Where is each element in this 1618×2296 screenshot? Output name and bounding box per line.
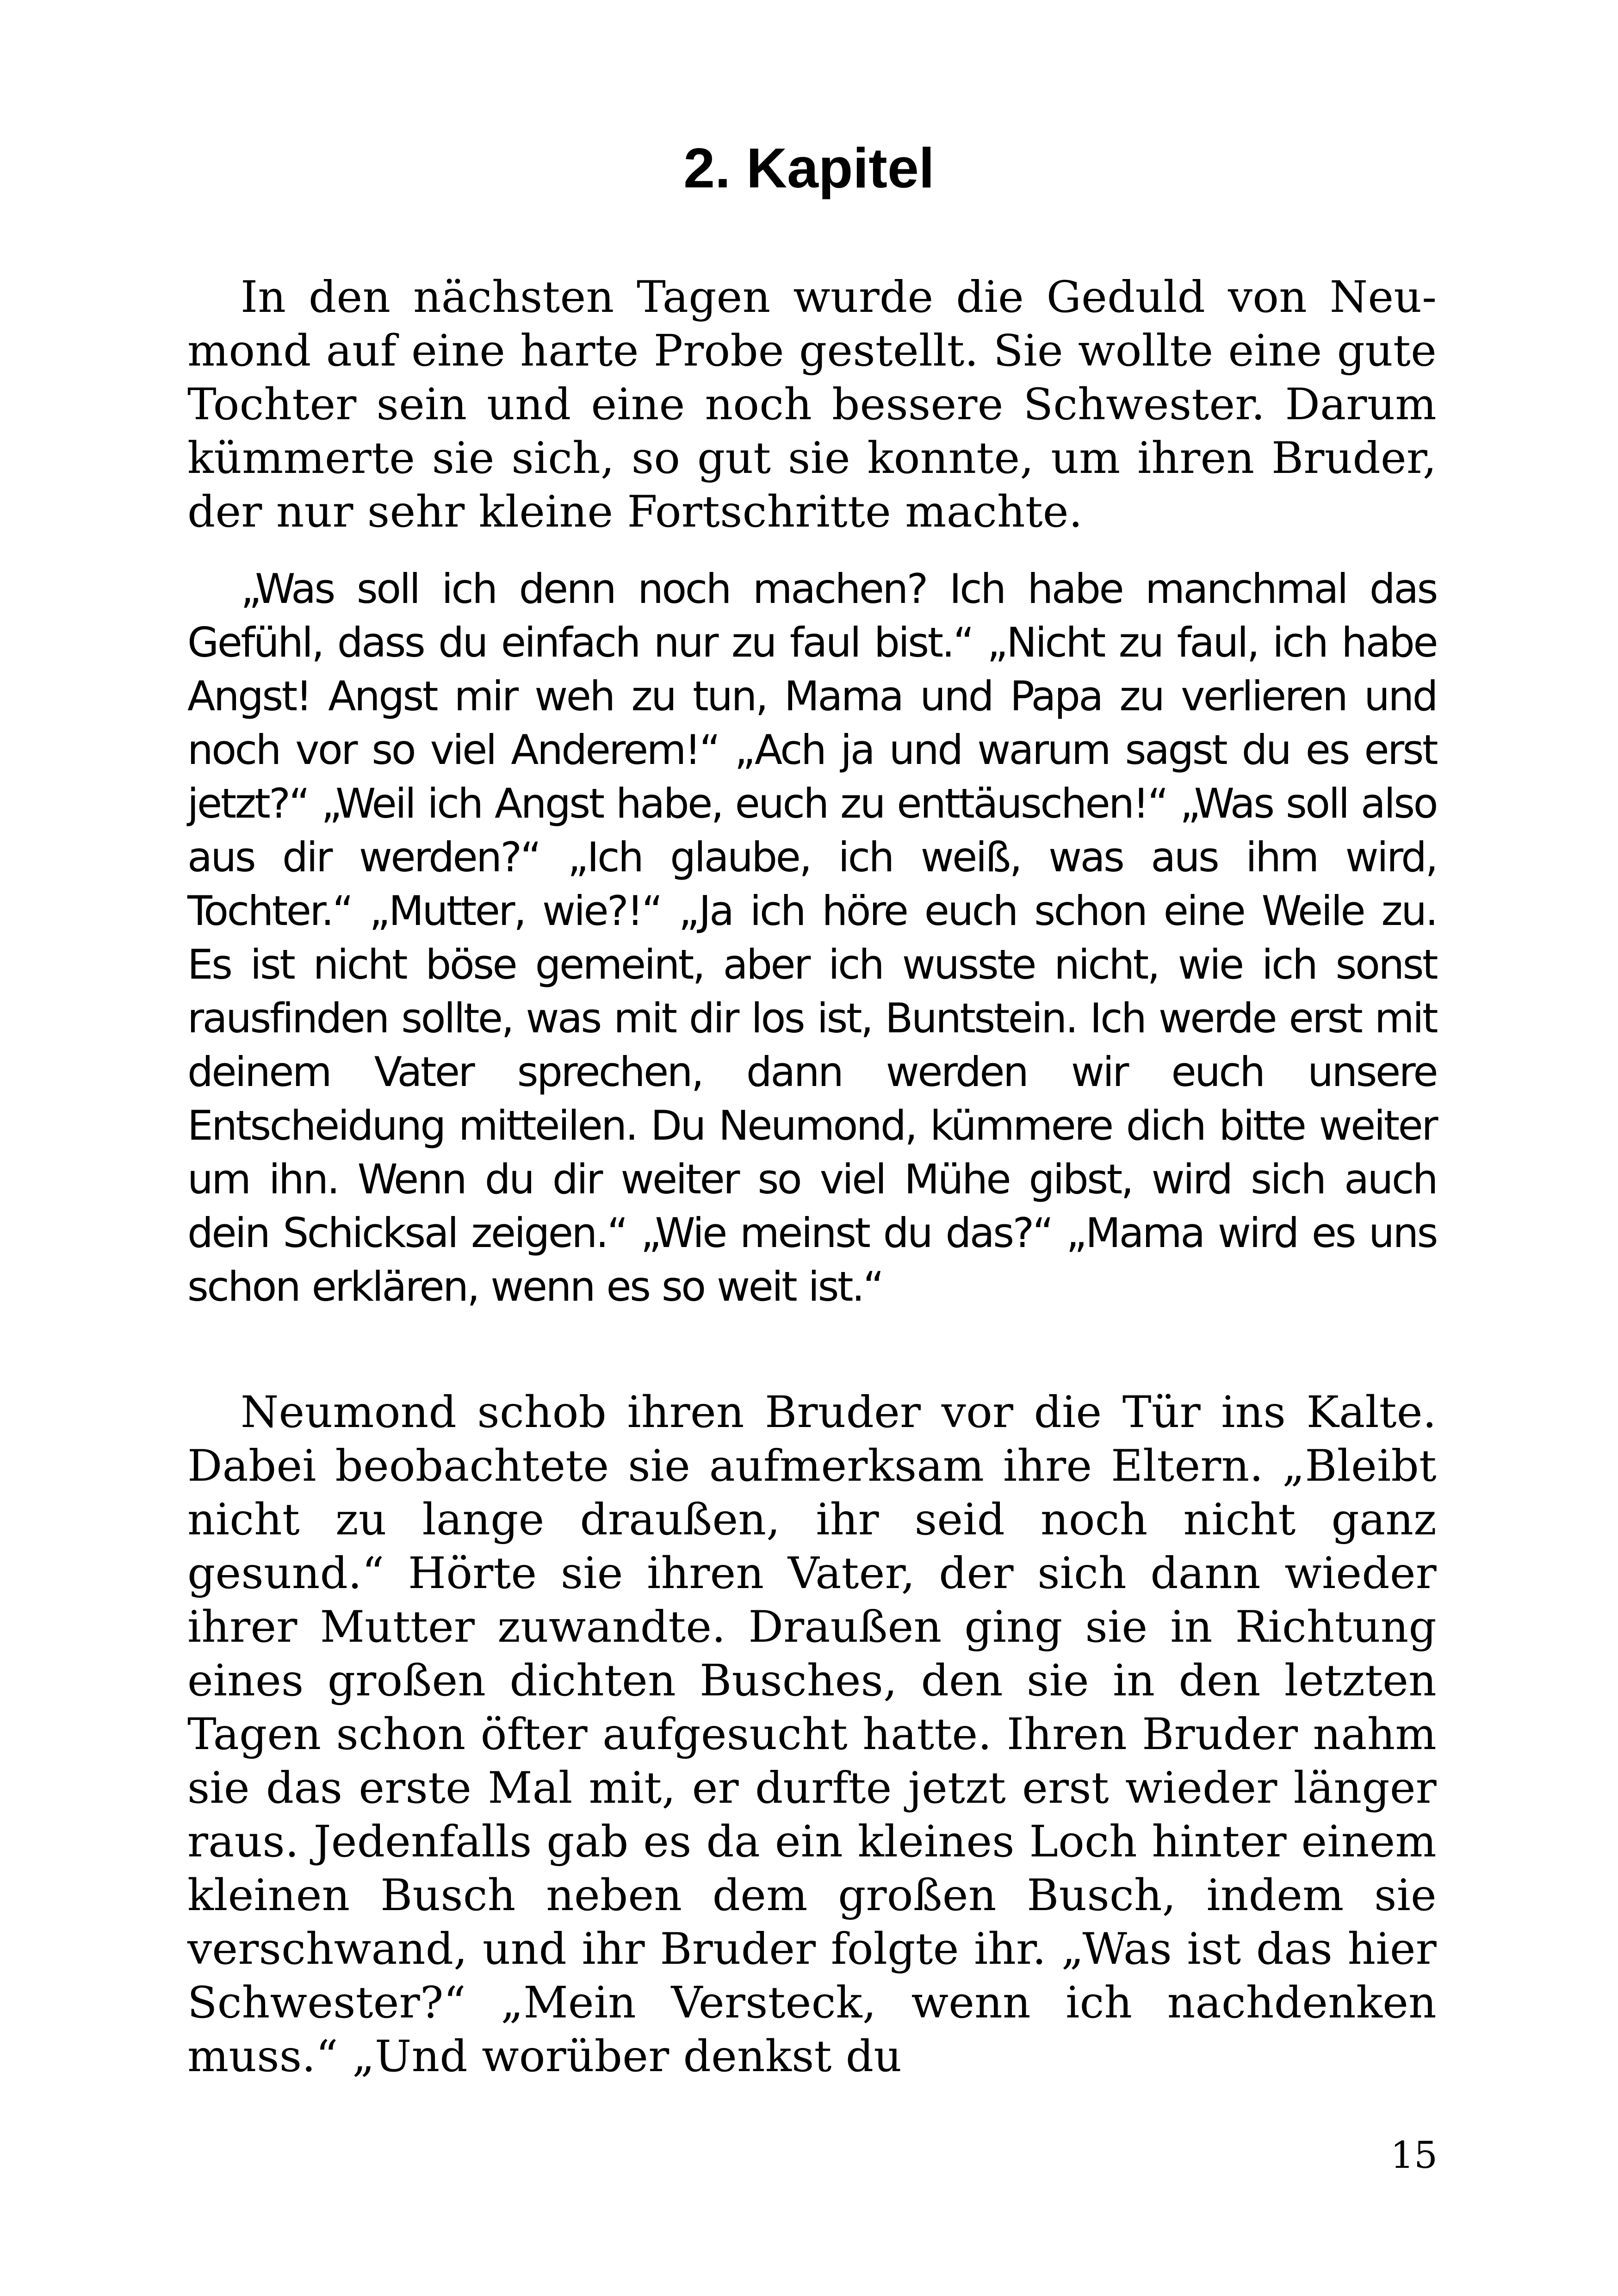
chapter-title: 2. Kapitel xyxy=(683,137,935,199)
paragraph-narrative: Neumond schob ihren Bruder vor die Tür ins Kalte. Dabei beobachtete sie aufmerksam ihre Eltern. „Bleibt nicht zu lange draußen, ihr seid noch nicht ganz gesund.“ Hörte sie ihren Vater, der sich dann wieder ihrer Mutter zuwandte. Draußen ging sie in Richtung eines großen dichten Busches, den sie in den letzten Tagen schon öfter aufgesucht hatte. Ihren Bruder nahm sie das erste Mal mit, er durfte jetzt erst wieder länger raus. Jedenfalls gab es da ein kleines Loch hinter einem kleinen Busch neben dem großen Busch, indem sie verschwand, und ihr Bruder folgte ihr. „Was ist das hier Schwester?“ „Mein Versteck, wenn ich nachdenken muss.“ „Und worüber denkst du xyxy=(187,1387,1437,2082)
page-number: 15 xyxy=(1390,2134,1438,2177)
paragraph-dialogue: „Was soll ich denn noch machen? Ich habe manchmal das Gefühl, dass du einfach nur zu faul bist.“ „Nicht zu faul, ich habe Angst! Angst mir weh zu tun, Mama und Papa zu verlieren und noch vor so viel Anderem!“ „Ach ja und warum sagst du es erst jetzt?“ „Weil ich Angst habe, euch zu enttäuschen!“ „Was soll also aus dir werden?“ „Ich glaube, ich weiß, was aus ihm wird, Tochter.“ „Mutter, wie?!“ „Ja ich höre euch schon eine Weile zu. Es ist nicht böse gemeint, aber ich wusste nicht, wie ich sonst rausfinden sollte, was mit dir los ist, Buntstein. Ich werde erst mit deinem Vater sprechen, dann werden wir euch unsere Entscheidung mitteilen. Du Neumond, kümmere dich bitte weiter um ihn. Wenn du dir weiter so viel Mühe gibst, wird sich auch dein Schicksal zeigen.“ „Wie meinst du das?“ „Mama wird es uns schon erklären, wenn es so weit ist.“ xyxy=(187,565,1437,1310)
paragraph-intro: In den nächsten Tagen wurde die Geduld von Neumond auf eine harte Probe gestellt. Sie wollte eine gute Tochter sein und eine noch bessere Schwester. Darum kümmerte sie sich, so gut sie konnte, um ihren Bruder, der nur sehr kleine Fortschritte machte. xyxy=(187,272,1437,537)
